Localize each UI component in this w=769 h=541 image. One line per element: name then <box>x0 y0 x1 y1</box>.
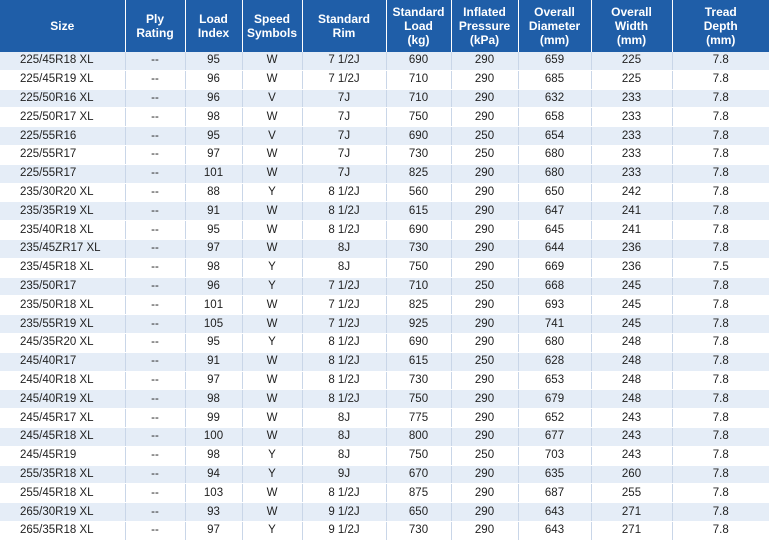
cell-size: 245/45R18 XL <box>0 427 125 446</box>
cell-speed-symbol: W <box>242 108 302 127</box>
cell-standard-rim: 7 1/2J <box>302 277 386 296</box>
cell-speed-symbol: Y <box>242 521 302 540</box>
cell-overall-width: 233 <box>591 108 672 127</box>
table-row <box>0 164 769 183</box>
cell-inflated-pressure: 290 <box>451 202 518 221</box>
cell-size: 235/40R18 XL <box>0 221 125 240</box>
cell-overall-diameter: 635 <box>518 465 591 484</box>
cell-overall-width: 245 <box>591 296 672 315</box>
cell-load-index: 98 <box>185 390 242 409</box>
cell-standard-rim: 8 1/2J <box>302 183 386 202</box>
cell-tread-depth: 7.8 <box>672 409 769 428</box>
cell-ply-rating: -- <box>125 145 185 164</box>
cell-size: 235/50R17 <box>0 277 125 296</box>
cell-load-index: 98 <box>185 446 242 465</box>
cell-overall-width: 260 <box>591 465 672 484</box>
cell-load-index: 93 <box>185 503 242 522</box>
cell-standard-load: 710 <box>386 70 451 89</box>
cell-overall-width: 248 <box>591 333 672 352</box>
cell-overall-width: 243 <box>591 446 672 465</box>
cell-tread-depth: 7.8 <box>672 183 769 202</box>
cell-size: 235/50R18 XL <box>0 296 125 315</box>
cell-load-index: 91 <box>185 202 242 221</box>
cell-ply-rating: -- <box>125 390 185 409</box>
cell-overall-diameter: 643 <box>518 521 591 540</box>
cell-tread-depth: 7.8 <box>672 70 769 89</box>
cell-overall-width: 248 <box>591 371 672 390</box>
cell-ply-rating: -- <box>125 277 185 296</box>
cell-speed-symbol: Y <box>242 277 302 296</box>
cell-standard-rim: 7J <box>302 164 386 183</box>
cell-tread-depth: 7.8 <box>672 484 769 503</box>
cell-inflated-pressure: 290 <box>451 52 518 70</box>
cell-load-index: 97 <box>185 521 242 540</box>
cell-overall-width: 245 <box>591 277 672 296</box>
cell-standard-load: 825 <box>386 296 451 315</box>
cell-overall-diameter: 679 <box>518 390 591 409</box>
table-row <box>0 409 769 428</box>
cell-inflated-pressure: 290 <box>451 333 518 352</box>
cell-size: 225/50R16 XL <box>0 89 125 108</box>
cell-size: 245/35R20 XL <box>0 333 125 352</box>
cell-tread-depth: 7.8 <box>672 239 769 258</box>
cell-inflated-pressure: 290 <box>451 108 518 127</box>
table-row <box>0 521 769 540</box>
cell-inflated-pressure: 250 <box>451 446 518 465</box>
cell-inflated-pressure: 290 <box>451 89 518 108</box>
cell-tread-depth: 7.8 <box>672 521 769 540</box>
cell-standard-rim: 9 1/2J <box>302 503 386 522</box>
cell-load-index: 95 <box>185 221 242 240</box>
cell-ply-rating: -- <box>125 521 185 540</box>
cell-standard-rim: 8J <box>302 409 386 428</box>
cell-size: 255/35R18 XL <box>0 465 125 484</box>
cell-overall-diameter: 677 <box>518 427 591 446</box>
cell-standard-load: 710 <box>386 89 451 108</box>
cell-standard-load: 750 <box>386 258 451 277</box>
cell-standard-rim: 7J <box>302 145 386 164</box>
column-header-overall-diameter: Overall Diameter (mm) <box>518 0 591 52</box>
table-row <box>0 315 769 334</box>
cell-size: 245/40R18 XL <box>0 371 125 390</box>
cell-speed-symbol: W <box>242 484 302 503</box>
table-body <box>0 52 769 540</box>
cell-size: 225/45R18 XL <box>0 52 125 70</box>
cell-tread-depth: 7.8 <box>672 108 769 127</box>
cell-inflated-pressure: 290 <box>451 409 518 428</box>
cell-speed-symbol: W <box>242 221 302 240</box>
cell-load-index: 105 <box>185 315 242 334</box>
cell-standard-rim: 8J <box>302 239 386 258</box>
cell-load-index: 99 <box>185 409 242 428</box>
cell-tread-depth: 7.8 <box>672 277 769 296</box>
cell-ply-rating: -- <box>125 352 185 371</box>
cell-standard-load: 925 <box>386 315 451 334</box>
cell-speed-symbol: Y <box>242 333 302 352</box>
cell-size: 255/45R18 XL <box>0 484 125 503</box>
cell-overall-width: 236 <box>591 258 672 277</box>
cell-tread-depth: 7.8 <box>672 164 769 183</box>
table-row <box>0 277 769 296</box>
cell-standard-rim: 8 1/2J <box>302 352 386 371</box>
cell-overall-width: 225 <box>591 52 672 70</box>
cell-standard-rim: 8J <box>302 258 386 277</box>
cell-overall-width: 245 <box>591 315 672 334</box>
cell-speed-symbol: W <box>242 145 302 164</box>
cell-size: 235/35R19 XL <box>0 202 125 221</box>
table-row <box>0 258 769 277</box>
cell-standard-load: 670 <box>386 465 451 484</box>
cell-overall-diameter: 645 <box>518 221 591 240</box>
cell-tread-depth: 7.8 <box>672 52 769 70</box>
cell-standard-load: 690 <box>386 221 451 240</box>
cell-speed-symbol: W <box>242 371 302 390</box>
cell-speed-symbol: Y <box>242 258 302 277</box>
cell-load-index: 103 <box>185 484 242 503</box>
cell-size: 265/30R19 XL <box>0 503 125 522</box>
column-header-standard-load: Standard Load (kg) <box>386 0 451 52</box>
cell-standard-rim: 9 1/2J <box>302 521 386 540</box>
cell-ply-rating: -- <box>125 333 185 352</box>
column-header-ply-rating: Ply Rating <box>125 0 185 52</box>
cell-tread-depth: 7.8 <box>672 315 769 334</box>
cell-overall-width: 236 <box>591 239 672 258</box>
cell-inflated-pressure: 290 <box>451 258 518 277</box>
cell-standard-load: 730 <box>386 239 451 258</box>
table-row <box>0 333 769 352</box>
table-row <box>0 221 769 240</box>
cell-speed-symbol: V <box>242 127 302 146</box>
cell-standard-rim: 9J <box>302 465 386 484</box>
cell-tread-depth: 7.5 <box>672 258 769 277</box>
cell-standard-load: 650 <box>386 503 451 522</box>
cell-standard-load: 615 <box>386 352 451 371</box>
cell-standard-rim: 7 1/2J <box>302 296 386 315</box>
column-header-speed-symbol: Speed Symbols <box>242 0 302 52</box>
table-row <box>0 446 769 465</box>
cell-size: 245/40R19 XL <box>0 390 125 409</box>
cell-standard-rim: 7J <box>302 108 386 127</box>
cell-overall-width: 233 <box>591 89 672 108</box>
table-row <box>0 352 769 371</box>
cell-size: 225/55R16 <box>0 127 125 146</box>
cell-speed-symbol: V <box>242 89 302 108</box>
cell-overall-diameter: 680 <box>518 333 591 352</box>
table-row <box>0 371 769 390</box>
cell-inflated-pressure: 290 <box>451 427 518 446</box>
cell-standard-load: 750 <box>386 446 451 465</box>
cell-overall-diameter: 652 <box>518 409 591 428</box>
table-row <box>0 296 769 315</box>
cell-ply-rating: -- <box>125 446 185 465</box>
cell-load-index: 96 <box>185 70 242 89</box>
cell-load-index: 95 <box>185 127 242 146</box>
cell-load-index: 97 <box>185 239 242 258</box>
cell-overall-diameter: 654 <box>518 127 591 146</box>
cell-load-index: 97 <box>185 145 242 164</box>
cell-speed-symbol: W <box>242 427 302 446</box>
cell-ply-rating: -- <box>125 221 185 240</box>
cell-inflated-pressure: 290 <box>451 315 518 334</box>
cell-ply-rating: -- <box>125 164 185 183</box>
cell-speed-symbol: W <box>242 52 302 70</box>
cell-ply-rating: -- <box>125 239 185 258</box>
cell-size: 235/55R19 XL <box>0 315 125 334</box>
cell-size: 225/55R17 <box>0 145 125 164</box>
cell-ply-rating: -- <box>125 108 185 127</box>
cell-overall-width: 248 <box>591 390 672 409</box>
cell-inflated-pressure: 290 <box>451 390 518 409</box>
cell-overall-diameter: 643 <box>518 503 591 522</box>
cell-tread-depth: 7.8 <box>672 503 769 522</box>
cell-standard-load: 750 <box>386 108 451 127</box>
cell-size: 265/35R18 XL <box>0 521 125 540</box>
cell-speed-symbol: W <box>242 409 302 428</box>
cell-standard-rim: 7J <box>302 89 386 108</box>
cell-standard-load: 690 <box>386 333 451 352</box>
cell-standard-rim: 8 1/2J <box>302 371 386 390</box>
cell-ply-rating: -- <box>125 127 185 146</box>
cell-speed-symbol: Y <box>242 446 302 465</box>
cell-tread-depth: 7.8 <box>672 333 769 352</box>
cell-standard-load: 750 <box>386 390 451 409</box>
cell-overall-width: 271 <box>591 503 672 522</box>
cell-tread-depth: 7.8 <box>672 296 769 315</box>
cell-load-index: 96 <box>185 277 242 296</box>
column-header-load-index: Load Index <box>185 0 242 52</box>
cell-standard-rim: 8J <box>302 427 386 446</box>
column-header-standard-rim: Standard Rim <box>302 0 386 52</box>
cell-overall-width: 225 <box>591 70 672 89</box>
cell-overall-diameter: 685 <box>518 70 591 89</box>
table-row <box>0 52 769 70</box>
cell-load-index: 95 <box>185 52 242 70</box>
cell-overall-diameter: 628 <box>518 352 591 371</box>
cell-ply-rating: -- <box>125 371 185 390</box>
cell-overall-width: 243 <box>591 409 672 428</box>
cell-ply-rating: -- <box>125 315 185 334</box>
column-header-overall-width: Overall Width (mm) <box>591 0 672 52</box>
table-row <box>0 465 769 484</box>
column-header-inflated-pressure: Inflated Pressure (kPa) <box>451 0 518 52</box>
cell-overall-diameter: 659 <box>518 52 591 70</box>
cell-load-index: 95 <box>185 333 242 352</box>
cell-overall-diameter: 653 <box>518 371 591 390</box>
cell-standard-load: 560 <box>386 183 451 202</box>
column-header-size: Size <box>0 0 125 52</box>
cell-size: 225/55R17 <box>0 164 125 183</box>
cell-inflated-pressure: 290 <box>451 484 518 503</box>
cell-ply-rating: -- <box>125 258 185 277</box>
cell-standard-load: 710 <box>386 277 451 296</box>
column-header-tread-depth: Tread Depth (mm) <box>672 0 769 52</box>
table-row <box>0 390 769 409</box>
cell-overall-width: 248 <box>591 352 672 371</box>
cell-speed-symbol: W <box>242 239 302 258</box>
cell-standard-load: 730 <box>386 521 451 540</box>
cell-speed-symbol: W <box>242 296 302 315</box>
cell-overall-diameter: 741 <box>518 315 591 334</box>
cell-speed-symbol: Y <box>242 465 302 484</box>
cell-overall-diameter: 647 <box>518 202 591 221</box>
cell-tread-depth: 7.8 <box>672 371 769 390</box>
cell-tread-depth: 7.8 <box>672 202 769 221</box>
cell-standard-rim: 7 1/2J <box>302 70 386 89</box>
cell-speed-symbol: W <box>242 390 302 409</box>
cell-speed-symbol: W <box>242 315 302 334</box>
cell-standard-rim: 7 1/2J <box>302 315 386 334</box>
cell-size: 225/50R17 XL <box>0 108 125 127</box>
cell-overall-diameter: 680 <box>518 164 591 183</box>
cell-load-index: 88 <box>185 183 242 202</box>
cell-tread-depth: 7.8 <box>672 352 769 371</box>
cell-ply-rating: -- <box>125 409 185 428</box>
cell-inflated-pressure: 290 <box>451 371 518 390</box>
cell-tread-depth: 7.8 <box>672 390 769 409</box>
table-row <box>0 503 769 522</box>
cell-load-index: 101 <box>185 296 242 315</box>
cell-tread-depth: 7.8 <box>672 427 769 446</box>
cell-overall-width: 233 <box>591 164 672 183</box>
cell-load-index: 98 <box>185 258 242 277</box>
cell-overall-diameter: 693 <box>518 296 591 315</box>
cell-standard-rim: 8 1/2J <box>302 484 386 503</box>
table-row <box>0 108 769 127</box>
cell-ply-rating: -- <box>125 89 185 108</box>
table-header <box>0 0 769 52</box>
cell-inflated-pressure: 290 <box>451 521 518 540</box>
cell-ply-rating: -- <box>125 183 185 202</box>
cell-standard-rim: 8J <box>302 446 386 465</box>
cell-overall-diameter: 703 <box>518 446 591 465</box>
cell-overall-diameter: 669 <box>518 258 591 277</box>
cell-speed-symbol: W <box>242 164 302 183</box>
cell-overall-diameter: 632 <box>518 89 591 108</box>
header-row <box>0 0 769 52</box>
cell-inflated-pressure: 250 <box>451 127 518 146</box>
cell-ply-rating: -- <box>125 70 185 89</box>
cell-tread-depth: 7.8 <box>672 127 769 146</box>
cell-overall-width: 233 <box>591 127 672 146</box>
cell-standard-rim: 8 1/2J <box>302 202 386 221</box>
table-row <box>0 202 769 221</box>
cell-inflated-pressure: 290 <box>451 296 518 315</box>
cell-ply-rating: -- <box>125 427 185 446</box>
cell-load-index: 100 <box>185 427 242 446</box>
cell-standard-load: 875 <box>386 484 451 503</box>
cell-standard-load: 615 <box>386 202 451 221</box>
cell-overall-diameter: 658 <box>518 108 591 127</box>
cell-tread-depth: 7.8 <box>672 465 769 484</box>
table-row <box>0 70 769 89</box>
table-row <box>0 427 769 446</box>
cell-overall-diameter: 644 <box>518 239 591 258</box>
cell-tread-depth: 7.8 <box>672 446 769 465</box>
cell-inflated-pressure: 290 <box>451 164 518 183</box>
cell-standard-rim: 8 1/2J <box>302 221 386 240</box>
table-row <box>0 484 769 503</box>
cell-speed-symbol: W <box>242 70 302 89</box>
cell-speed-symbol: Y <box>242 183 302 202</box>
cell-standard-load: 730 <box>386 371 451 390</box>
cell-load-index: 98 <box>185 108 242 127</box>
cell-tread-depth: 7.8 <box>672 145 769 164</box>
cell-overall-diameter: 650 <box>518 183 591 202</box>
cell-standard-rim: 8 1/2J <box>302 333 386 352</box>
cell-size: 245/45R19 <box>0 446 125 465</box>
cell-inflated-pressure: 250 <box>451 277 518 296</box>
cell-inflated-pressure: 290 <box>451 183 518 202</box>
cell-overall-diameter: 680 <box>518 145 591 164</box>
cell-overall-diameter: 687 <box>518 484 591 503</box>
cell-overall-width: 241 <box>591 221 672 240</box>
cell-ply-rating: -- <box>125 465 185 484</box>
cell-standard-load: 775 <box>386 409 451 428</box>
cell-standard-load: 690 <box>386 52 451 70</box>
table-row <box>0 89 769 108</box>
cell-tread-depth: 7.8 <box>672 89 769 108</box>
cell-size: 235/45ZR17 XL <box>0 239 125 258</box>
cell-ply-rating: -- <box>125 484 185 503</box>
cell-size: 225/45R19 XL <box>0 70 125 89</box>
cell-speed-symbol: W <box>242 202 302 221</box>
cell-size: 245/40R17 <box>0 352 125 371</box>
cell-inflated-pressure: 290 <box>451 465 518 484</box>
cell-size: 235/45R18 XL <box>0 258 125 277</box>
cell-overall-width: 255 <box>591 484 672 503</box>
cell-speed-symbol: W <box>242 352 302 371</box>
cell-ply-rating: -- <box>125 202 185 221</box>
table-row <box>0 239 769 258</box>
cell-standard-load: 690 <box>386 127 451 146</box>
cell-size: 235/30R20 XL <box>0 183 125 202</box>
cell-load-index: 91 <box>185 352 242 371</box>
cell-inflated-pressure: 290 <box>451 221 518 240</box>
cell-overall-width: 241 <box>591 202 672 221</box>
cell-load-index: 97 <box>185 371 242 390</box>
cell-overall-width: 271 <box>591 521 672 540</box>
cell-speed-symbol: W <box>242 503 302 522</box>
cell-inflated-pressure: 250 <box>451 145 518 164</box>
cell-ply-rating: -- <box>125 52 185 70</box>
cell-load-index: 101 <box>185 164 242 183</box>
cell-overall-diameter: 668 <box>518 277 591 296</box>
cell-standard-load: 800 <box>386 427 451 446</box>
table-row <box>0 127 769 146</box>
cell-standard-rim: 7 1/2J <box>302 52 386 70</box>
cell-ply-rating: -- <box>125 503 185 522</box>
table-row <box>0 183 769 202</box>
cell-overall-width: 242 <box>591 183 672 202</box>
cell-inflated-pressure: 290 <box>451 239 518 258</box>
cell-load-index: 96 <box>185 89 242 108</box>
cell-standard-rim: 7J <box>302 127 386 146</box>
cell-size: 245/45R17 XL <box>0 409 125 428</box>
cell-standard-load: 825 <box>386 164 451 183</box>
table-row <box>0 145 769 164</box>
cell-tread-depth: 7.8 <box>672 221 769 240</box>
cell-load-index: 94 <box>185 465 242 484</box>
cell-overall-width: 233 <box>591 145 672 164</box>
cell-inflated-pressure: 290 <box>451 70 518 89</box>
cell-ply-rating: -- <box>125 296 185 315</box>
cell-standard-rim: 8 1/2J <box>302 390 386 409</box>
cell-overall-width: 243 <box>591 427 672 446</box>
cell-standard-load: 730 <box>386 145 451 164</box>
cell-inflated-pressure: 290 <box>451 503 518 522</box>
cell-inflated-pressure: 250 <box>451 352 518 371</box>
